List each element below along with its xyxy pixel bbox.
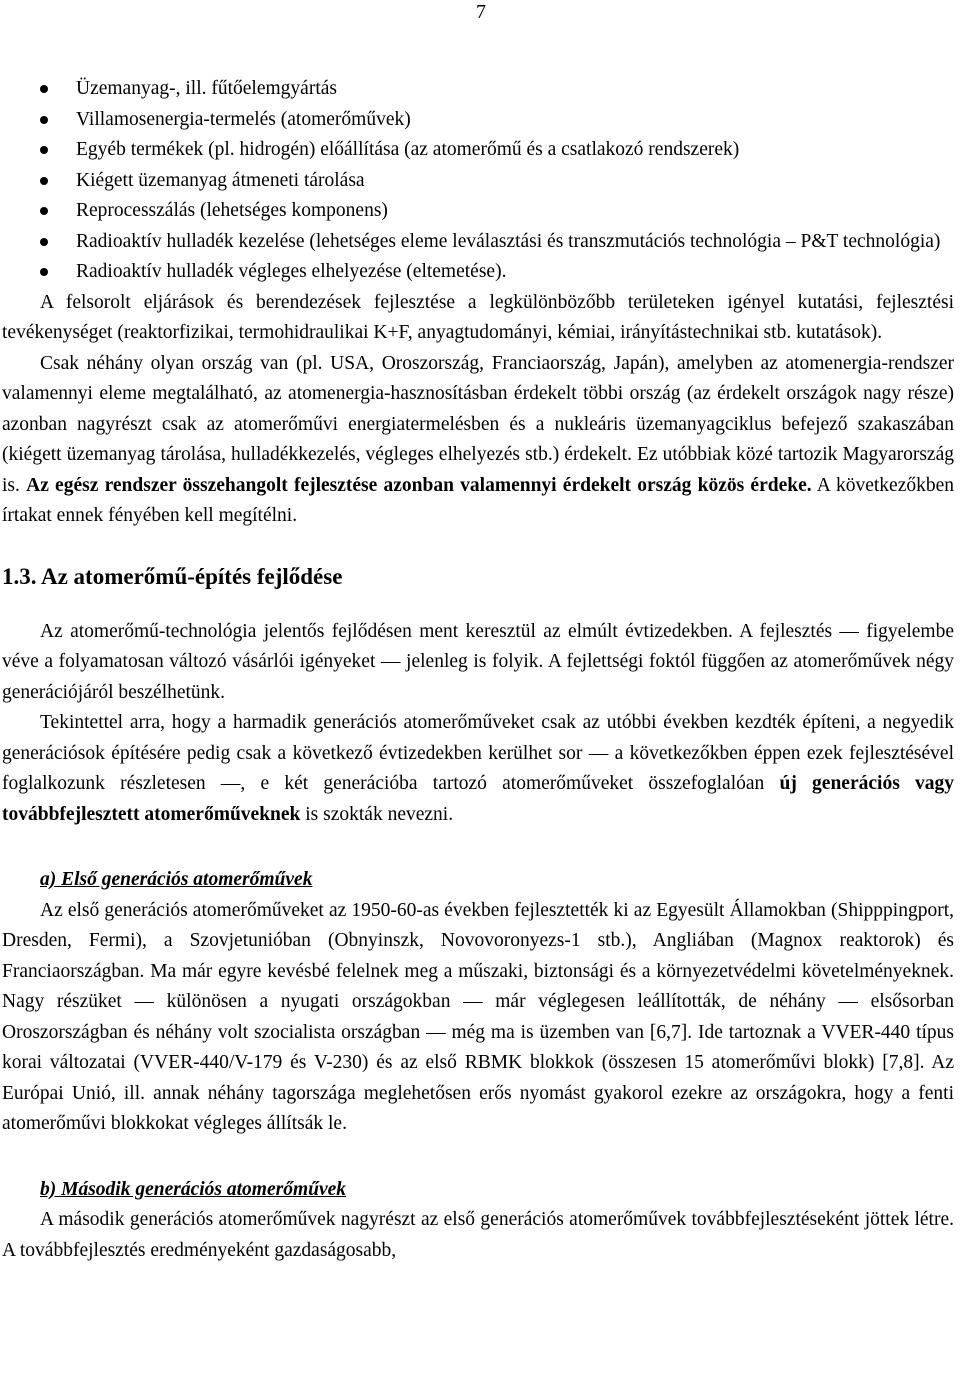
list-item (2, 166, 954, 197)
list-item (2, 74, 954, 105)
list-item-text: Radioaktív hulladék kezelése (lehetséges eleme leválasztási és transzmutációs technológia – P&T technológia) (76, 230, 941, 252)
bullet-icon (40, 238, 48, 246)
subsection-heading-second-generation: b) Második generációs atomerőművek (40, 1178, 347, 1200)
page-number: 7 (476, 1, 486, 23)
list-item-text: Radioaktív hulladék végleges elhelyezése (eltemetése). (76, 261, 507, 282)
paragraph-generations (2, 708, 954, 830)
bullet-icon (40, 268, 48, 276)
bullet-icon (40, 207, 48, 215)
paragraph-first-generation: Az első generációs atomerőműveket az 1950-60-as években fejlesztették ki az Egyesült Államokban (Shipppingport, Dresden, Fermi), a Szovjetunióban (Obnyinszk, Novovoronyezs-1 stb.), Angliában (Magnox reaktorok) és Franciaországban. Ma már egyre kevésbé felelnek meg a műszaki, biztonsági és a környezetvédelmi követelményeknek. Nagy részüket — különösen a nyugati országokban — már véglegesen leállították, de néhány — elsősorban Oroszországban és néhány volt szocialista országban — még ma is üzemben van [6,7]. Ide tartoznak a VVER-440 típus korai változatai (VVER-440/V-179 és V-230) és az első RBMK blokkok (összesen 15 atomerőművi blokk) [7,8]. Az Európai Unió, ill. annak néhány tagországa meglehetősen erős nyomást gyakorol ezekre az országokra, hogy a fenti atomerőművi blokkokat végleges állítsák le. (2, 899, 954, 1134)
section-heading: 1.3. Az atomerőmű-építés fejlődése (2, 563, 343, 589)
list-item-text: Üzemanyag-, ill. fűtőelemgyártás (76, 78, 337, 99)
paragraph-text: is szokták nevezni. (300, 803, 454, 825)
emphasis-text: Az egész rendszer összehangolt fejlesztése azonban valamennyi érdekelt ország közös érdeke. (26, 474, 812, 496)
list-item-text: Kiégett üzemanyag átmeneti tárolása (76, 169, 365, 191)
paragraph-countries (2, 349, 954, 532)
list-item (2, 135, 954, 166)
bullet-icon (40, 85, 48, 93)
list-item (2, 196, 954, 227)
paragraph-development: Az atomerőmű-technológia jelentős fejlődésen ment keresztül az elmúlt évtizedekben. A fejlesztés — figyelembe véve a folyamatosan változó vásárlói igényeket — jelenleg is folyik. A fejlettségi foktól függően az atomerőművek négy generációjáról beszélhetünk. (2, 620, 954, 703)
paragraph-text: Tekintettel arra, hogy a harmadik generációs atomerőműveket csak az utóbbi években kezdték építeni, a negyedik generációsok építésére pedig csak a következő évtizedekben kerülhet sor — a következőkben éppen ezek fejlesztésével foglalkozunk részletesen —, e két generációba tartozó atomerőműveket összefoglalóan (2, 712, 954, 794)
subsection-heading-first-generation: a) Első generációs atomerőművek (40, 869, 313, 890)
list-item-text: Villamosenergia-termelés (atomerőművek) (76, 108, 411, 130)
bullet-icon (40, 146, 48, 154)
list-item-text: Reprocesszálás (lehetséges komponens) (76, 200, 388, 221)
paragraph-text: A következőkben írtakat ennek fényében kell megítélni. (2, 474, 955, 526)
list-item (2, 257, 954, 288)
emphasis-text: új generációs vagy továbbfejlesztett atomerőműveknek (2, 773, 955, 825)
list-item (2, 227, 954, 258)
bullet-icon (40, 177, 48, 185)
paragraph-text: Csak néhány olyan ország van (pl. USA, Oroszország, Franciaország, Japán), amelyben az atomenergia-rendszer valamennyi eleme megtalálható, az atomenergia-hasznosításban érdekelt többi ország (az érdekelt országok nagy része) azonban nagyrészt csak az atomerőművi energiatermelésben és a nukleáris üzemanyagciklus befejező szakaszában (kiégett üzemanyag tárolása, hulladékkezelés, végleges elhelyezés stb.) érdekelt. Ez utóbbiak közé tartozik Magyarország is. (2, 352, 954, 496)
paragraph-second-generation: A második generációs atomerőművek nagyrészt az első generációs atomerőművek továbbfejlesztéseként jöttek létre. A továbbfejlesztés eredményeként gazdaságosabb, (2, 1209, 954, 1261)
bullet-icon (40, 116, 48, 124)
list-item-text: Egyéb termékek (pl. hidrogén) előállítása (az atomerőmű és a csatlakozó rendszerek) (76, 139, 740, 160)
bullet-list (2, 74, 954, 288)
list-item (2, 105, 954, 136)
page-content (2, 74, 954, 1266)
paragraph-research: A felsorolt eljárások és berendezések fejlesztése a legkülönbözőbb területeken igényel kutatási, fejlesztési tevékenységet (reaktorfizikai, termohidraulikai K+F, anyagtudományi, kémiai, irányítástechnikai stb. kutatások). (2, 291, 954, 343)
